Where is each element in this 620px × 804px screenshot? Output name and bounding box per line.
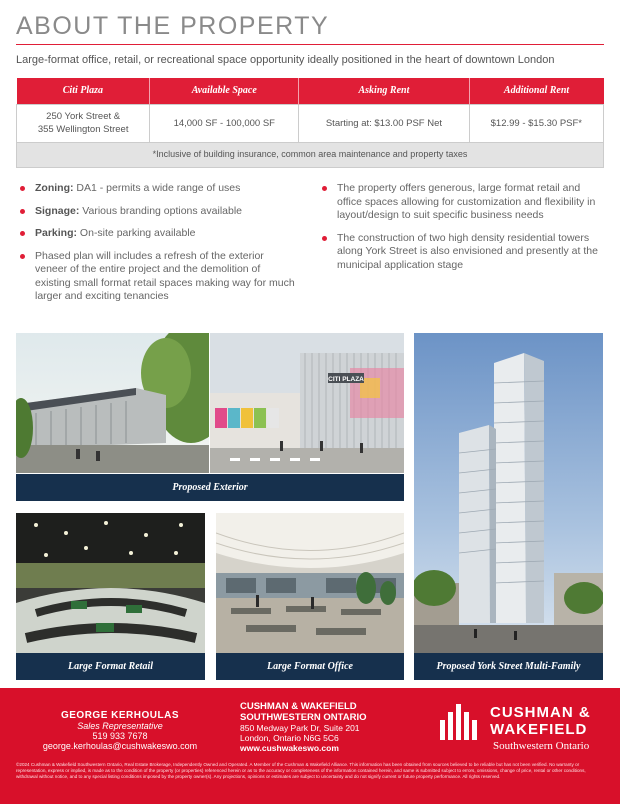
table-row [17,104,604,142]
exterior-photo-left [16,333,209,473]
bullet-text: DA1 - permits a wide range of uses [73,182,241,194]
firm-address-line1: 850 Medway Park Dr, Suite 201 [240,723,360,733]
bullet-phased-plan [18,250,298,304]
cell-available-space: 14,000 SF - 100,000 SF [150,104,299,142]
page-subtitle: Large-format office, retail, or recreational space opportunity ideally positioned in the heart of downtown London [16,54,555,66]
header-property: Citi Plaza [17,78,150,104]
bullet-signage [18,205,298,219]
logo-wordmark-line2: WAKEFIELD [490,721,588,738]
agent-contact [10,710,230,751]
bullets-right [320,182,600,281]
buildings-logo-icon [438,704,482,740]
bullet-text: Various branding options available [79,204,243,217]
caption-proposed-exterior: Proposed Exterior [16,474,404,501]
bullet-large-format [320,182,600,223]
caption-large-format-office: Large Format Office [216,653,404,680]
bullet-label: Parking: [35,227,78,239]
firm-info [240,701,410,753]
exterior-photo-right [210,333,404,473]
agent-name: GEORGE KERHOULAS [60,710,179,721]
company-logo [438,700,608,756]
page-title: ABOUT THE PROPERTY [16,12,330,40]
table-note-row [17,142,604,167]
property-table [16,78,604,168]
bullet-label: Signage: [35,204,80,217]
agent-role: Sales Representative [77,721,163,731]
agent-email[interactable]: george.kerhoulas@cushwakeswo.com [42,741,198,751]
cell-additional-rent: $12.99 - $15.30 PSF* [469,104,603,142]
bullet-residential-towers [320,232,600,273]
footer [0,688,620,804]
address-line-1: 250 York Street & [46,111,121,122]
agent-phone[interactable]: 519 933 7678 [92,731,148,741]
office-photo [216,513,404,653]
firm-address-line2: London, Ontario N6G 5C6 [240,733,339,743]
logo-wordmark-line1: CUSHMAN & [490,704,591,721]
cell-address [17,104,150,142]
firm-name-line1: CUSHMAN & WAKEFIELD [240,701,357,712]
bullet-label: Zoning: [35,182,74,194]
bullet-parking [18,227,298,241]
caption-large-format-retail: Large Format Retail [16,653,205,680]
address-line-2: 355 Wellington Street [37,124,129,135]
bullet-text: Phased plan will includes a refresh of the exterior veneer of the entire project and the demolition of existing small format retail spaces making way for much larger and exciting tenancies [35,249,295,302]
table-note: *Inclusive of building insurance, common area maintenance and property taxes [17,142,604,167]
retail-photo [16,513,205,653]
bullets-left [18,182,298,313]
firm-website[interactable]: www.cushwakeswo.com [240,743,339,753]
header-available-space: Available Space [150,78,299,104]
caption-multifamily: Proposed York Street Multi-Family [414,653,603,680]
bullet-text: The property offers generous, large format retail and office spaces allowing for customization and flexibility in layout/design to suit specific business needs [337,182,596,221]
bullet-zoning [18,182,298,196]
table-header-row [17,78,604,104]
title-divider [16,44,604,45]
bullet-text: The construction of two high density residential towers along York Street is also envisioned and presently at the municipal application stage [337,231,598,271]
header-asking-rent: Asking Rent [299,78,469,104]
multifamily-photo [414,333,603,653]
firm-name-line2: SOUTHWESTERN ONTARIO [240,712,367,723]
header-additional-rent: Additional Rent [469,78,603,104]
plaza-sign-text: CITI PLAZA [328,376,364,383]
legal-disclaimer: ©2024 Cushman & Wakefield Southwestern Ontario, Real Estate Brokerage, Independently Owned and Operated. A Member of the Cushman & Wakefield Alliance. This information has been obtained from sources believed to be reliable but has not been verified. No warranty or representation, express or implied, is made as to the condition of the property (or properties) referenced herein or as to the accuracy or completeness of the information contained herein, and same is submitted subject to errors, omissions, change of price, rental or other conditions, withdrawal without notice, and to any special listing conditions imposed by the property owner(s). Any projections, opinions or estimates are subject to uncertainty and do not signify current or future property performance. All rights reserved. [16,762,586,779]
cell-asking-rent: Starting at: $13.00 PSF Net [299,104,469,142]
bullet-text: On-site parking available [77,227,196,239]
logo-subtitle: Southwestern Ontario [493,740,590,752]
